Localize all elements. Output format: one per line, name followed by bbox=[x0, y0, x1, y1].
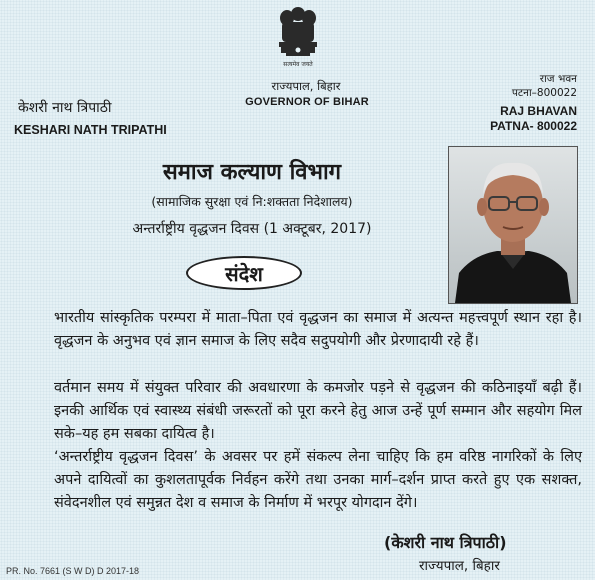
message-paragraph: ‘अन्तर्राष्ट्रीय वृद्धजन दिवस’ के अवसर पर हमें संकल्प लेना चाहिए कि हम वरिष्ठ नागरिकों के लिए अपने दायित्वों का कुशलतापूर्वक निर्वहन करेंगे तथा उनका मार्ग–दर्शन प्राप्त करते हुए एक सशक्त, संवेदनशील एवं समुन्नत देश व समाज के निर्माण में भरपूर योगदान देंगे। bbox=[54, 449, 582, 511]
state-emblem-icon bbox=[268, 4, 328, 70]
address-line-3: RAJ BHAVAN bbox=[500, 104, 577, 118]
address-line-1: राज भवन bbox=[539, 73, 577, 85]
message-paragraph: भारतीय सांस्कृतिक परम्परा में माता–पिता एवं वृद्धजन का समाज में अत्यन्त महत्त्वपूर्ण स्थान रहा है। वृद्धजन के अनुभव एवं ज्ञान समाज के लिए सदैव सदुपयोगी और प्रेरणादायी रहे हैं। bbox=[54, 310, 582, 349]
address-line-2: पटना–800022 bbox=[511, 87, 577, 99]
sub-department-title: (सामाजिक सुरक्षा एवं नि:शक्तता निदेशालय) bbox=[151, 194, 353, 209]
governor-portrait-photo bbox=[448, 146, 578, 304]
emblem-motto: सत्यमेव जयते bbox=[283, 61, 313, 68]
governor-name-hindi: केशरी नाथ त्रिपाठी bbox=[18, 100, 112, 116]
department-title: समाज कल्याण विभाग bbox=[162, 160, 342, 185]
governor-name-english: KESHARI NATH TRIPATHI bbox=[14, 123, 167, 137]
signature-title: राज्यपाल, बिहार bbox=[419, 558, 500, 574]
message-heading: संदेश bbox=[186, 256, 302, 290]
office-title-english: GOVERNOR OF BIHAR bbox=[245, 96, 369, 108]
pr-number: PR. No. 7661 (S W D) D 2017-18 bbox=[6, 566, 140, 576]
office-title-hindi: राज्यपाल, बिहार bbox=[271, 79, 341, 93]
address-line-4: PATNA- 800022 bbox=[490, 119, 577, 133]
message-paragraph: वर्तमान समय में संयुक्त परिवार की अवधारणा के कमजोर पड़ने से वृद्धजन की कठिनाइयाँ बढ़ी हैं। इनकी आर्थिक एवं स्वास्थ्य संबंधी जरूरतों को पूरा करने हेतु आज उन्हें पूर्ण सम्मान और सहयोग मिल सके–यह हम सबका दायित्व है। bbox=[54, 380, 582, 442]
occasion-title: अन्तर्राष्ट्रीय वृद्धजन दिवस (1 अक्टूबर, 2017) bbox=[132, 221, 372, 237]
signature-name: (केशरी नाथ त्रिपाठी) bbox=[384, 533, 507, 552]
